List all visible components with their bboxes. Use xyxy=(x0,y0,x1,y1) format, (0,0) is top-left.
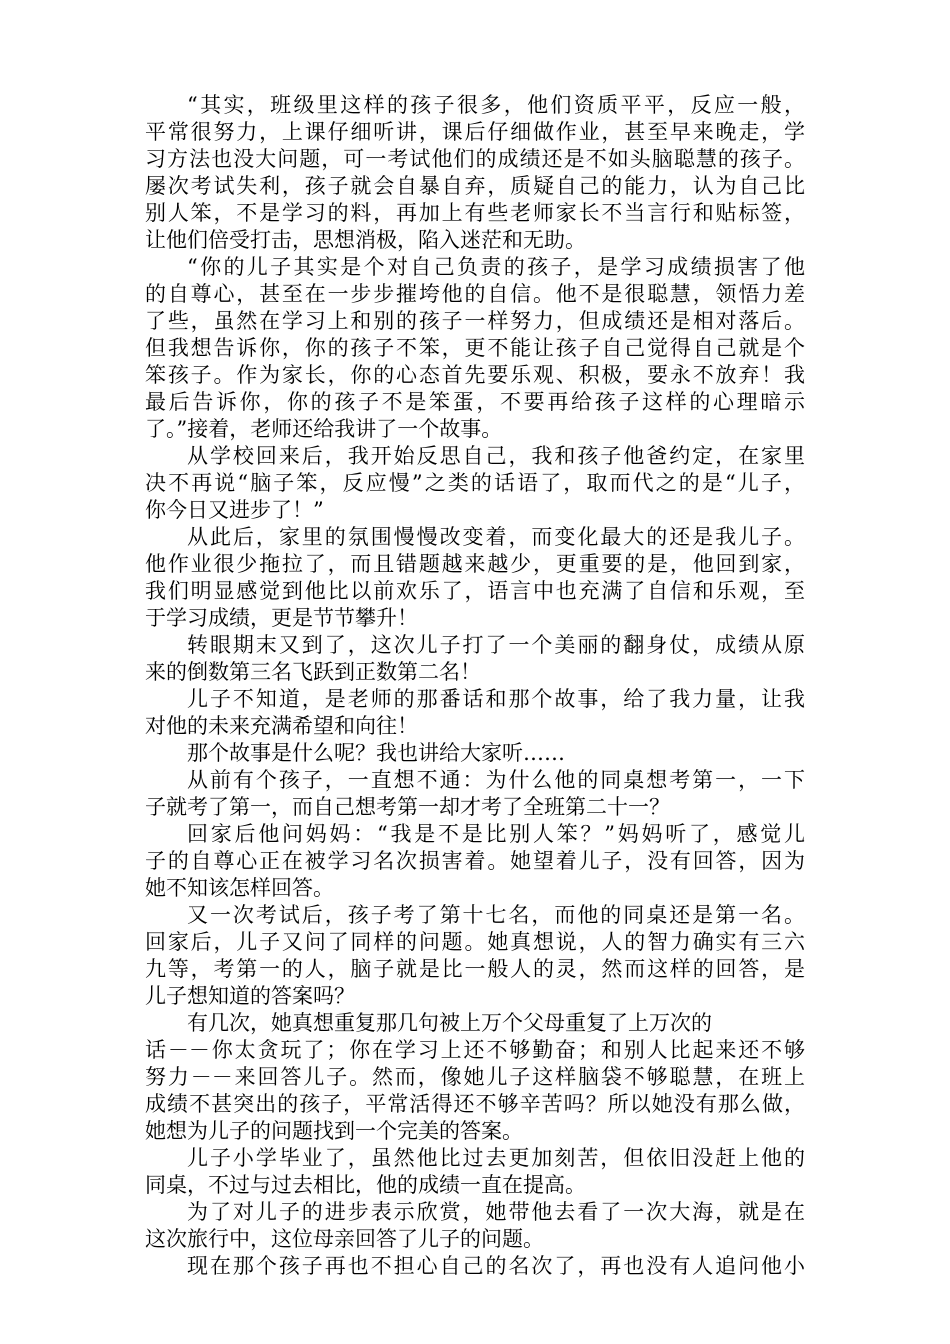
text-line: 有几次，她真想重复那几句被上万个父母重复了上万次的 xyxy=(187,1011,712,1035)
text-line: 这次旅行中，这位母亲回答了儿子的问题。 xyxy=(145,1227,544,1251)
text-line: “你的儿子其实是个对自己负责的孩子，是学习成绩损害了他 xyxy=(187,255,805,279)
text-line: 努力－－来回答儿子。然而，像她儿子这样脑袋不够聪慧，在班上 xyxy=(145,1065,805,1089)
text-line: 子的自尊心正在被学习名次损害着。她望着儿子，没有回答，因为 xyxy=(145,849,805,873)
text-line: 现在那个孩子再也不担心自己的名次了，再也没有人追问他小 xyxy=(187,1254,805,1278)
text-line: 她想为儿子的问题找到一个完美的答案。 xyxy=(145,1119,523,1143)
text-line: 那个故事是什么呢？我也讲给大家听…… xyxy=(187,741,565,765)
text-line: 从此后，家里的氛围慢慢改变着，而变化最大的还是我儿子。 xyxy=(187,525,805,549)
text-line: 回家后，儿子又问了同样的问题。她真想说，人的智力确实有三六 xyxy=(145,930,805,954)
article-body xyxy=(145,92,805,1280)
text-line: 儿子小学毕业了，虽然他比过去更加刻苦，但依旧没赶上他的 xyxy=(187,1146,805,1170)
text-line: 你今日又进步了！” xyxy=(145,498,324,522)
text-line: 别人笨，不是学习的料，再加上有些老师家长不当言行和贴标签， xyxy=(145,201,805,225)
text-line: 儿子不知道，是老师的那番话和那个故事，给了我力量，让我 xyxy=(187,687,805,711)
text-line: 了。”接着，老师还给我讲了一个故事。 xyxy=(145,417,503,441)
text-line: 从学校回来后，我开始反思自己，我和孩子他爸约定，在家里 xyxy=(187,444,805,468)
text-line: 最后告诉你，你的孩子不是笨蛋，不要再给孩子这样的心理暗示 xyxy=(145,390,805,414)
text-line: 又一次考试后，孩子考了第十七名，而他的同桌还是第一名。 xyxy=(187,903,805,927)
text-line: 让他们倍受打击，思想消极，陷入迷茫和无助。 xyxy=(145,228,586,252)
text-line: 同桌，不过与过去相比，他的成绩一直在提高。 xyxy=(145,1173,586,1197)
text-line: 于学习成绩，更是节节攀升！ xyxy=(145,606,418,630)
text-line: 习方法也没大问题，可一考试他们的成绩还是不如头脑聪慧的孩子。 xyxy=(145,147,805,171)
text-line: 对他的未来充满希望和向往！ xyxy=(145,714,418,738)
text-line: 决不再说“脑子笨，反应慢”之类的话语了，取而代之的是“儿子， xyxy=(145,471,805,495)
text-line: 从前有个孩子，一直想不通：为什么他的同桌想考第一，一下 xyxy=(187,768,805,792)
text-line: 的自尊心，甚至在一步步摧垮他的自信。他不是很聪慧，领悟力差 xyxy=(145,282,805,306)
text-line: “其实，班级里这样的孩子很多，他们资质平平，反应一般， xyxy=(187,93,805,117)
text-line: 笨孩子。作为家长，你的心态首先要乐观、积极，要永不放弃！我 xyxy=(145,363,805,387)
text-line: 她不知该怎样回答。 xyxy=(145,876,334,900)
text-line: 为了对儿子的进步表示欣赏，她带他去看了一次大海，就是在 xyxy=(187,1200,805,1224)
text-line: 他作业很少拖拉了，而且错题越来越少，更重要的是，他回到家， xyxy=(145,552,805,576)
text-line: 儿子想知道的答案吗？ xyxy=(145,984,355,1008)
text-line: 但我想告诉你，你的孩子不笨，更不能让孩子自己觉得自己就是个 xyxy=(145,336,805,360)
text-line: 成绩不甚突出的孩子，平常活得还不够辛苦吗？所以她没有那么做， xyxy=(145,1092,805,1116)
text-line: 了些，虽然在学习上和别的孩子一样努力，但成绩还是相对落后。 xyxy=(145,309,805,333)
text-line: 话－－你太贪玩了；你在学习上还不够勤奋；和别人比起来还不够 xyxy=(145,1038,805,1062)
text-line: 我们明显感觉到他比以前欢乐了，语言中也充满了自信和乐观，至 xyxy=(145,579,805,603)
text-line: 九等，考第一的人，脑子就是比一般人的灵，然而这样的回答，是 xyxy=(145,957,805,981)
text-line: 子就考了第一，而自己想考第一却才考了全班第二十一？ xyxy=(145,795,670,819)
text-line: 屡次考试失利，孩子就会自暴自弃，质疑自己的能力，认为自己比 xyxy=(145,174,805,198)
text-line: 回家后他问妈妈：“我是不是比别人笨？”妈妈听了，感觉儿 xyxy=(187,822,805,846)
text-line: 转眼期末又到了，这次儿子打了一个美丽的翻身仗，成绩从原 xyxy=(187,633,805,657)
text-line: 平常很努力，上课仔细听讲，课后仔细做作业，甚至早来晚走，学 xyxy=(145,120,805,144)
text-line: 来的倒数第三名飞跃到正数第二名！ xyxy=(145,660,481,684)
